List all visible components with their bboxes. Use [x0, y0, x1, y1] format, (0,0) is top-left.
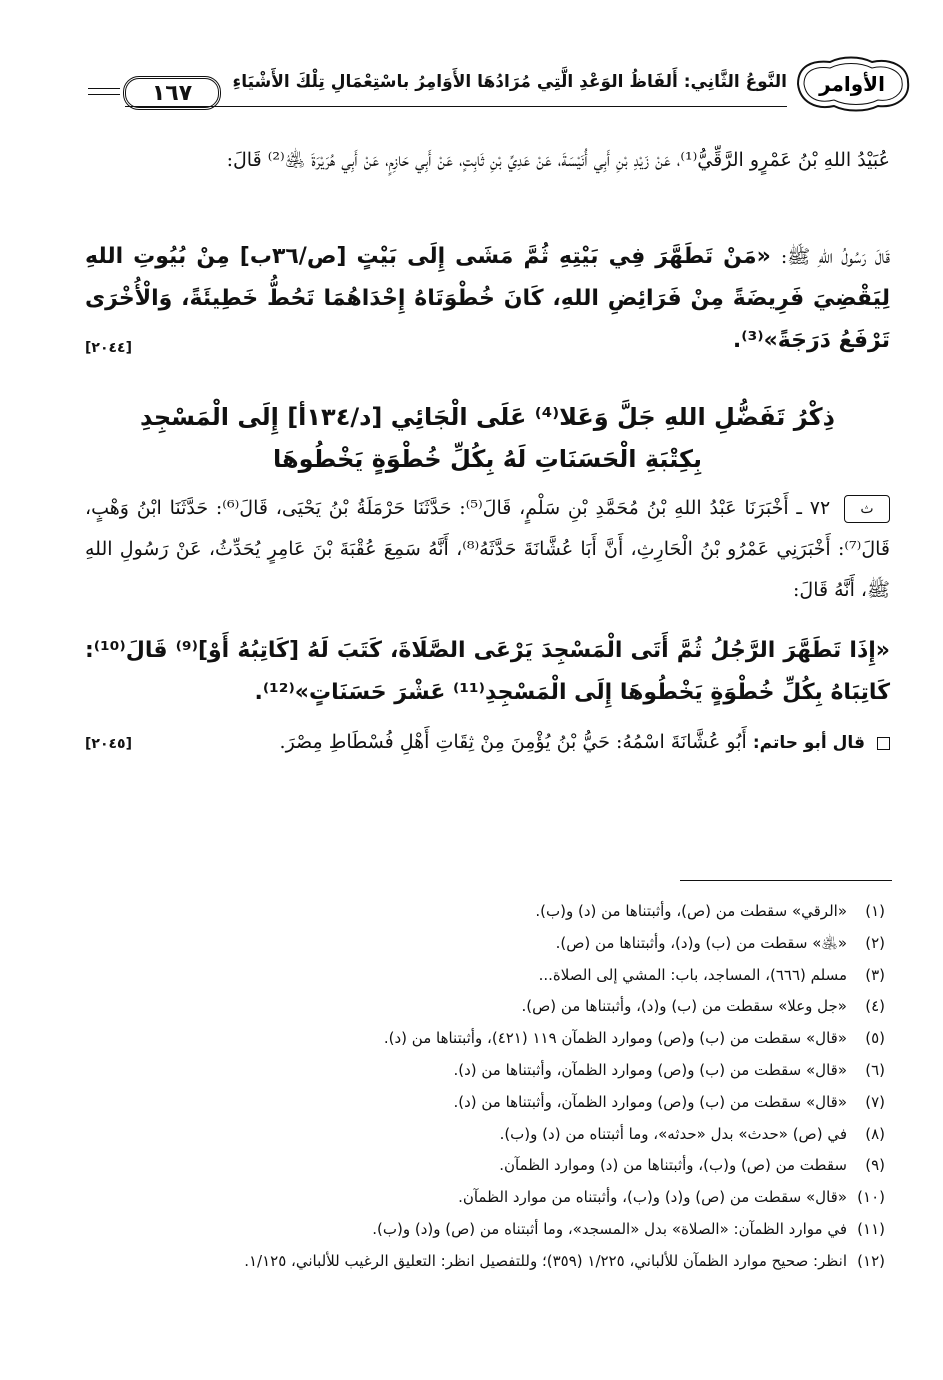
footnote: (١٠)«قال» سقطت من (ص) و(د) و(ب)، وأثبتناه من موارد الظمآن.	[458, 1188, 885, 1207]
margin-mark-box: ث	[844, 495, 890, 523]
chapter-heading-line-2: بِكِتْبَةِ الْحَسَنَاتِ لَهُ بِكُلِّ خُطْوَةٍ يَخْطُوهَا	[272, 445, 702, 473]
footnote: (٣)مسلم (٦٦٦)، المساجد، باب: المشي إلى الصلاة...	[538, 965, 885, 984]
isnad-paragraph-72	[85, 488, 890, 611]
hadith-ref-2044: [٢٠٤٤]	[85, 340, 132, 356]
footnote: (٤)«جل وعلا» سقطت من (ب) و(د)، وأثبتناها من (ص).	[521, 997, 885, 1016]
header-rule	[125, 106, 787, 107]
footnote: (٢)«﵁» سقطت من (ب) و(د)، وأثبتناها من (ص).	[555, 933, 885, 952]
header-left-line-bottom	[88, 94, 120, 95]
footnote-separator	[680, 880, 892, 881]
hadith-intro-1: قَالَ رَسُولُ اللهِ ﷺ:	[780, 246, 891, 268]
footnotes	[75, 896, 885, 1278]
header-left-line-top	[88, 88, 120, 89]
footnote: (٩)سقطت من (ص) و(ب)، وأثبتناها من (د) وموارد الظمآن.	[499, 1156, 885, 1175]
chapter-logo-ornament	[790, 54, 915, 114]
footnote: (٦)«قال» سقطت من (ب) و(ص) وموارد الظمآن، وأثبتناها من (د).	[453, 1060, 885, 1079]
hadith-text-1	[85, 236, 890, 362]
running-header-title: النَّوعُ الثَّانِي: أَلفَاظُ الوَعْدِ الَّتِي مُرَادُهَا الأَوَامِرُ باسْتِعْمَالِ تِلْكَ الأَشْيَاءِ	[232, 72, 787, 92]
hadith-ref-2045: [٢٠٤٥]	[85, 736, 132, 752]
footnote: (١)«الرقي» سقطت من (ص)، وأثبتناها من (د) و(ب).	[535, 902, 885, 920]
logo-text: الأوامر	[819, 72, 885, 96]
chapter-heading-line-1: ذِكْرُ تَفَضُّلِ اللهِ جَلَّ وَعَلا⁽⁴⁾ عَلَى الْجَائِي [د/١٣٤أ] إِلَى الْمَسْجِدِ	[140, 403, 835, 431]
abu-hatim-comment	[85, 722, 890, 764]
page-header	[85, 48, 915, 118]
isnad-paragraph-1	[85, 140, 890, 181]
hadith-matn-2: «إِذَا تَطَهَّرَ الرَّجُلُ ثُمَّ أَتَى الْمَسْجِدَ يَرْعَى الصَّلَاةَ، كَتَبَ لَهُ [كَاتِبُهُ أَوْ]⁽⁹⁾ قَالَ⁽¹⁰⁾: كَاتِبَاهُ بِكُلِّ خُطْوَةٍ يَخْطُوهَا إِلَى الْمَسْجِدِ⁽¹¹⁾ عَشْرَ حَسَنَاتٍ»⁽¹²⁾.	[85, 638, 891, 705]
abu-hatim-label: قال أبو حاتم:	[752, 733, 865, 753]
abu-hatim-text: أَبُو عُشَّانَةَ اسْمُهُ: حَيُّ بْنُ يُؤْمِنَ مِنْ ثِقَاتِ أَهْلِ فُسْطَاطِ مِصْرَ.	[279, 731, 747, 753]
footnote: (١٢)انظر: صحيح موارد الظمآن للألباني، ١/٢٢٥ (٣٥٩)؛ وللتفصيل انظر: التعليق الرغيب للألباني، ١/١٢٥.	[244, 1251, 885, 1270]
hadith-paragraph-2	[85, 630, 890, 714]
footnote: (٥)«قال» سقطت من (ب) و(ص) وموارد الظمآن ١١٩ (٤٢١)، وأثبتناها من (د).	[383, 1029, 885, 1048]
page-number-box	[123, 76, 221, 110]
hadith-paragraph-1	[85, 236, 890, 362]
footnote: (١١)في موارد الظمآن: «الصلاة» بدل «المسجد»، وما أثبتناه من (ص) و(د) و(ب).	[372, 1219, 885, 1238]
page-number: ١٦٧	[151, 80, 193, 106]
chapter-heading	[85, 396, 890, 480]
isnad-text-72: ٧٢ ـ أَخْبَرَنَا عَبْدُ اللهِ بْنُ مُحَمَّدِ بْنِ سَلْمٍ، قَالَ⁽⁵⁾: حَدَّثَنَا حَرْمَلَةُ بْنُ يَحْيَى، قَالَ⁽⁶⁾: حَدَّثَنَا ابْنُ وَهْبٍ، قَالَ⁽⁷⁾: أَخْبَرَنِي عَمْرُو بْنُ الْحَارِثِ، أَنَّ أَبَا عُشَّانَةَ حَدَّثَهُ⁽⁸⁾، أَنَّهُ سَمِعَ عُقْبَةَ بْنَ عَامِرٍ يُحَدِّثُ، عَنْ رَسُولِ اللهِ ﷺ، أَنَّهُ قَالَ:	[85, 497, 891, 601]
square-bullet-icon	[877, 737, 890, 750]
footnote: (٨)في (ص) «حدث» بدل «حدثه»، وما أثبتناه من (د) و(ب).	[499, 1124, 885, 1143]
footnote: (٧)«قال» سقطت من (ب) و(ص) وموارد الظمآن، وأثبتناها من (د).	[453, 1092, 885, 1111]
isnad-text-1: عُبَيْدُ اللهِ بْنُ عَمْرٍو الرَّقِّيُّ⁽¹⁾، عَنْ زَيْدِ بْنِ أَبِي أُنَيْسَةَ، عَنْ عَدِيِّ بْنِ ثَابِتٍ، عَنْ أَبِي حَازِمٍ، عَنْ أَبِي هُرَيْرَةَ ﵁⁽²⁾ قَالَ:	[226, 149, 890, 171]
hadith-matn-1: «مَنْ تَطَهَّرَ فِي بَيْتِهِ ثُمَّ مَشَى إِلَى بَيْتٍ [ص/٣٦ب] مِنْ بُيُوتِ اللهِ لِيَقْضِيَ فَرِيضَةً مِنْ فَرَائِضِ اللهِ، كَانَ خُطْوَتَاهُ إِحْدَاهُمَا تَحُطُّ خَطِيئَةً، وَالْأُخْرَى تَرْفَعُ دَرَجَةً»⁽³⁾.	[85, 244, 890, 353]
